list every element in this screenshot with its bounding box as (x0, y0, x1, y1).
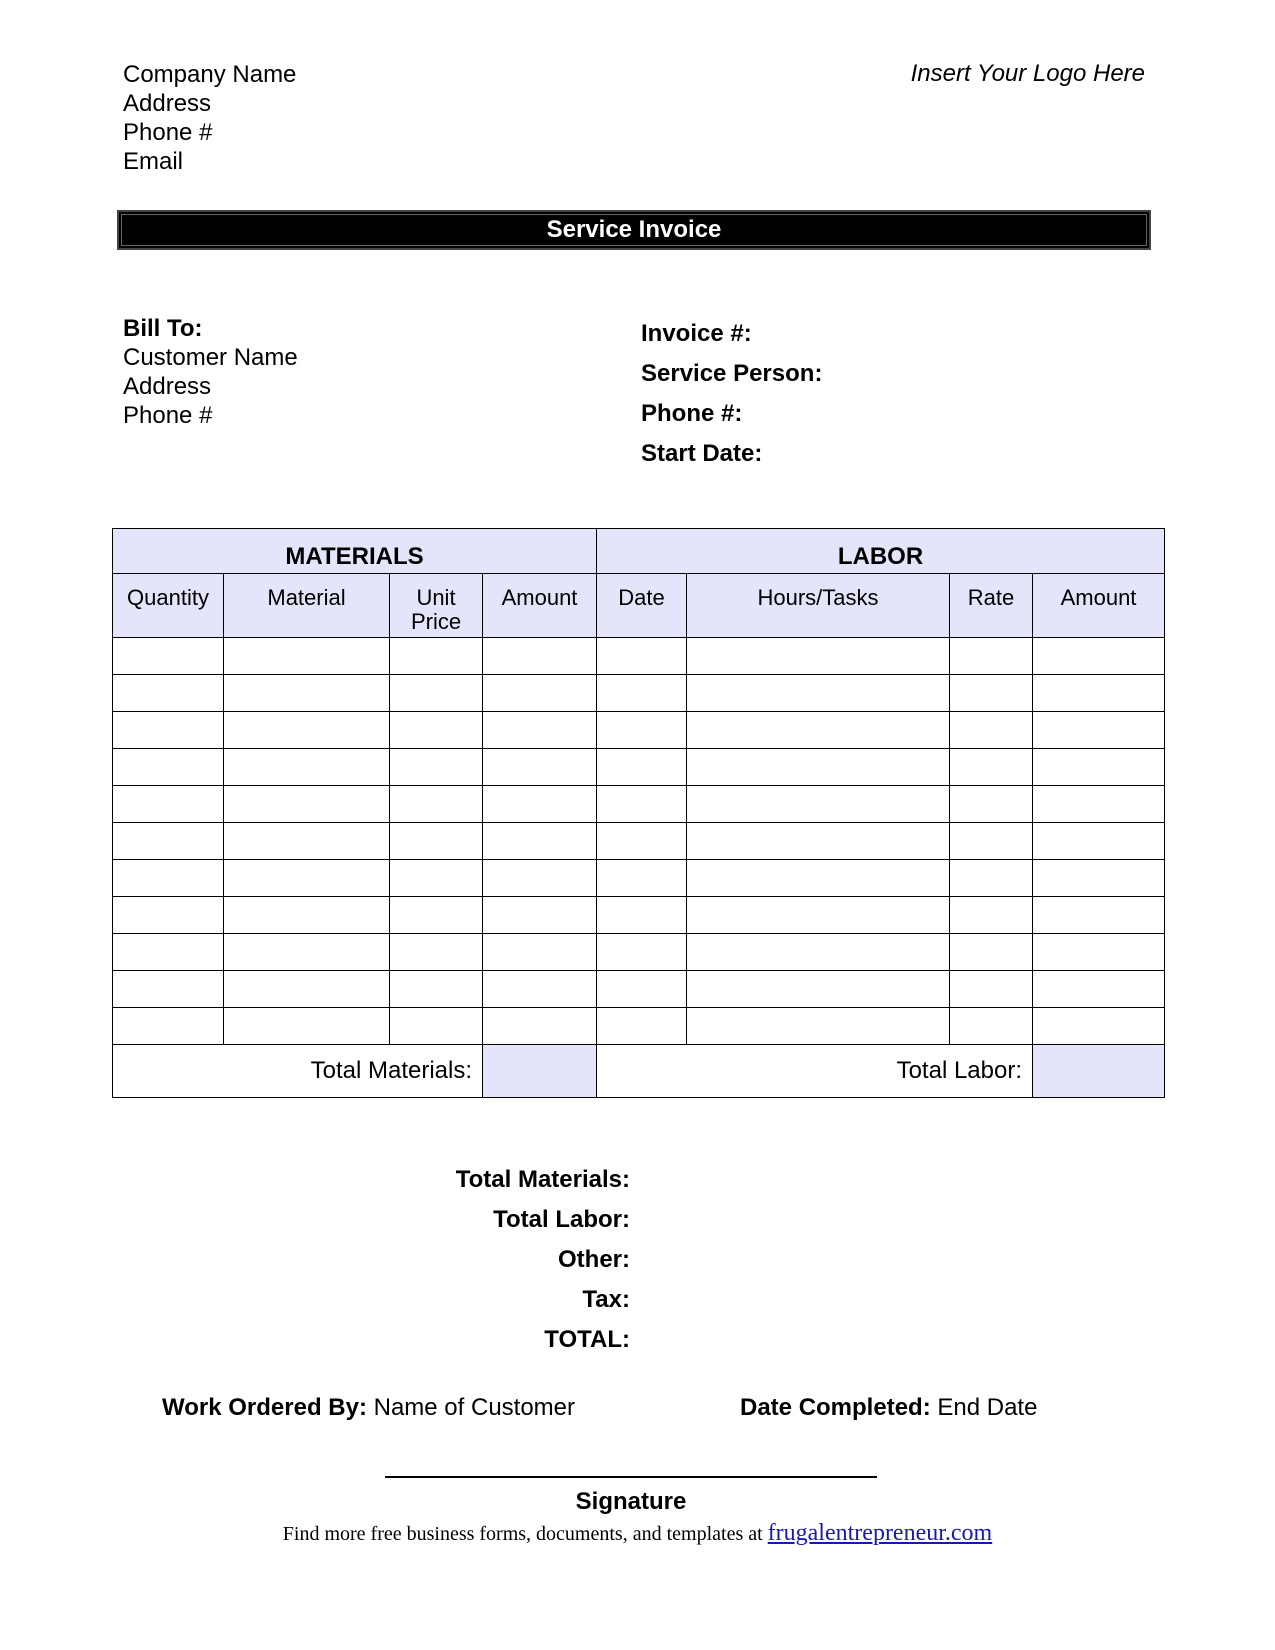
labor-cell[interactable] (687, 860, 950, 897)
company-info (123, 60, 296, 176)
labor-cell[interactable] (950, 749, 1033, 786)
col-unit-price: Unit Price (390, 574, 483, 638)
company-name: Company Name (123, 61, 297, 88)
materials-cell[interactable] (390, 1008, 483, 1045)
invoice-info-block (641, 314, 822, 474)
footer-link[interactable]: frugalentrepreneur.com (767, 1520, 993, 1546)
materials-cell[interactable] (224, 638, 390, 675)
materials-cell[interactable] (483, 675, 597, 712)
summary-other: Other: (558, 1246, 630, 1273)
labor-cell[interactable] (950, 860, 1033, 897)
labor-cell[interactable] (687, 675, 950, 712)
labor-row (597, 749, 1165, 786)
materials-cell[interactable] (113, 971, 224, 1008)
customer-name: Customer Name (123, 344, 298, 371)
labor-cell[interactable] (950, 786, 1033, 823)
date-completed-value: End Date (937, 1394, 1038, 1421)
materials-row (113, 1008, 597, 1045)
materials-cell[interactable] (483, 971, 597, 1008)
labor-row (597, 934, 1165, 971)
work-ordered-by (162, 1394, 575, 1422)
labor-cell[interactable] (597, 934, 687, 971)
materials-cell[interactable] (390, 897, 483, 934)
materials-cell[interactable] (224, 786, 390, 823)
labor-cell[interactable] (950, 712, 1033, 749)
labor-cell[interactable] (950, 675, 1033, 712)
col-quantity: Quantity (113, 574, 224, 638)
labor-row (597, 860, 1165, 897)
col-material: Material (224, 574, 390, 638)
col-date: Date (597, 574, 687, 638)
col-materials-amount: Amount (483, 574, 597, 638)
date-completed-label: Date Completed: (740, 1394, 931, 1421)
labor-cell[interactable] (597, 897, 687, 934)
materials-cell[interactable] (483, 1008, 597, 1045)
labor-cell[interactable] (687, 971, 950, 1008)
footer (0, 1520, 1275, 1547)
materials-cell[interactable] (113, 1008, 224, 1045)
labor-cell[interactable] (687, 712, 950, 749)
labor-cell[interactable] (597, 971, 687, 1008)
labor-cell[interactable] (1033, 860, 1165, 897)
bill-to-block (123, 314, 298, 430)
materials-cell[interactable] (224, 971, 390, 1008)
company-address: Address (123, 90, 212, 117)
labor-table (596, 528, 1165, 1098)
labor-row (597, 823, 1165, 860)
materials-cell[interactable] (224, 934, 390, 971)
materials-heading: MATERIALS (113, 529, 597, 574)
summary-total-materials: Total Materials: (455, 1166, 630, 1193)
labor-cell[interactable] (950, 823, 1033, 860)
materials-cell[interactable] (113, 860, 224, 897)
labor-cell[interactable] (687, 934, 950, 971)
labor-cell[interactable] (1033, 712, 1165, 749)
labor-cell[interactable] (950, 638, 1033, 675)
materials-cell[interactable] (224, 675, 390, 712)
labor-cell[interactable] (597, 638, 687, 675)
labor-heading: LABOR (597, 529, 1165, 574)
materials-cell[interactable] (113, 712, 224, 749)
summary-tax: Tax: (582, 1286, 630, 1313)
labor-cell[interactable] (1033, 971, 1165, 1008)
materials-row (113, 897, 597, 934)
col-hours-tasks: Hours/Tasks (687, 574, 950, 638)
materials-cell[interactable] (113, 786, 224, 823)
materials-cell[interactable] (483, 712, 597, 749)
labor-row (597, 712, 1165, 749)
summary-total-labor: Total Labor: (493, 1206, 630, 1233)
company-email: Email (123, 148, 184, 175)
materials-cell[interactable] (390, 712, 483, 749)
signature-label: Signature (575, 1488, 687, 1515)
summary-total: TOTAL: (544, 1326, 630, 1353)
materials-cell[interactable] (224, 860, 390, 897)
labor-cell[interactable] (597, 823, 687, 860)
materials-cell[interactable] (483, 638, 597, 675)
materials-row (113, 786, 597, 823)
labor-cell[interactable] (597, 786, 687, 823)
bill-to-heading: Bill To: (123, 315, 203, 342)
labor-cell[interactable] (597, 749, 687, 786)
labor-row (597, 675, 1165, 712)
materials-cell[interactable] (390, 823, 483, 860)
col-labor-amount: Amount (1033, 574, 1165, 638)
materials-cell[interactable] (224, 749, 390, 786)
materials-table (112, 528, 597, 1098)
summary-block (300, 1160, 630, 1360)
materials-cell[interactable] (113, 638, 224, 675)
labor-cell[interactable] (687, 786, 950, 823)
work-ordered-label: Work Ordered By: (162, 1394, 367, 1421)
labor-cell[interactable] (1033, 823, 1165, 860)
materials-cell[interactable] (390, 675, 483, 712)
invoice-number-label: Invoice #: (641, 320, 752, 347)
service-person-label: Service Person: (641, 360, 823, 387)
materials-cell[interactable] (113, 823, 224, 860)
labor-cell[interactable] (1033, 638, 1165, 675)
materials-cell[interactable] (390, 860, 483, 897)
materials-cell[interactable] (390, 638, 483, 675)
labor-row (597, 786, 1165, 823)
labor-cell[interactable] (1033, 675, 1165, 712)
labor-cell[interactable] (1033, 934, 1165, 971)
labor-cell[interactable] (687, 897, 950, 934)
materials-cell[interactable] (113, 897, 224, 934)
materials-cell[interactable] (390, 971, 483, 1008)
labor-cell[interactable] (687, 823, 950, 860)
labor-cell[interactable] (950, 897, 1033, 934)
customer-address: Address (123, 373, 212, 400)
invoice-title: Service Invoice (546, 216, 722, 243)
materials-cell[interactable] (483, 749, 597, 786)
materials-cell[interactable] (113, 749, 224, 786)
materials-cell[interactable] (224, 1008, 390, 1045)
total-materials-label: Total Materials: (113, 1045, 483, 1098)
labor-row (597, 1008, 1165, 1045)
materials-cell[interactable] (483, 823, 597, 860)
materials-cell[interactable] (390, 934, 483, 971)
materials-cell[interactable] (224, 897, 390, 934)
materials-row (113, 675, 597, 712)
labor-cell[interactable] (1033, 897, 1165, 934)
labor-cell[interactable] (950, 1008, 1033, 1045)
materials-row (113, 749, 597, 786)
labor-cell[interactable] (950, 971, 1033, 1008)
labor-cell[interactable] (1033, 786, 1165, 823)
labor-cell[interactable] (597, 860, 687, 897)
total-labor-label: Total Labor: (597, 1045, 1033, 1098)
labor-cell[interactable] (597, 712, 687, 749)
materials-cell[interactable] (224, 712, 390, 749)
labor-cell[interactable] (687, 749, 950, 786)
materials-cell[interactable] (113, 934, 224, 971)
labor-cell[interactable] (950, 934, 1033, 971)
labor-row (597, 638, 1165, 675)
signature-line (385, 1476, 877, 1478)
materials-row (113, 823, 597, 860)
labor-cell[interactable] (1033, 749, 1165, 786)
materials-cell[interactable] (113, 675, 224, 712)
work-ordered-value: Name of Customer (373, 1394, 576, 1421)
materials-cell[interactable] (224, 823, 390, 860)
materials-row (113, 638, 597, 675)
footer-text: Find more free business forms, documents, and templates at (282, 1523, 763, 1545)
labor-row (597, 971, 1165, 1008)
date-completed (740, 1394, 1037, 1422)
col-rate: Rate (950, 574, 1033, 638)
materials-cell[interactable] (390, 749, 483, 786)
title-bar (117, 210, 1151, 250)
start-date-label: Start Date: (641, 440, 763, 467)
materials-cell[interactable] (483, 786, 597, 823)
logo-placeholder: Insert Your Logo Here (910, 60, 1145, 87)
materials-row (113, 860, 597, 897)
labor-row (597, 897, 1165, 934)
labor-cell[interactable] (1033, 1008, 1165, 1045)
materials-row (113, 971, 597, 1008)
labor-cell[interactable] (597, 675, 687, 712)
customer-phone: Phone # (123, 402, 213, 429)
materials-cell[interactable] (390, 786, 483, 823)
materials-row (113, 934, 597, 971)
phone-label: Phone #: (641, 400, 743, 427)
materials-row (113, 712, 597, 749)
labor-cell[interactable] (687, 1008, 950, 1045)
labor-cell[interactable] (687, 638, 950, 675)
materials-cell[interactable] (483, 860, 597, 897)
total-labor-box[interactable] (1033, 1045, 1165, 1098)
materials-cell[interactable] (483, 934, 597, 971)
company-phone: Phone # (123, 119, 213, 146)
labor-cell[interactable] (597, 1008, 687, 1045)
materials-cell[interactable] (483, 897, 597, 934)
total-materials-box[interactable] (483, 1045, 597, 1098)
